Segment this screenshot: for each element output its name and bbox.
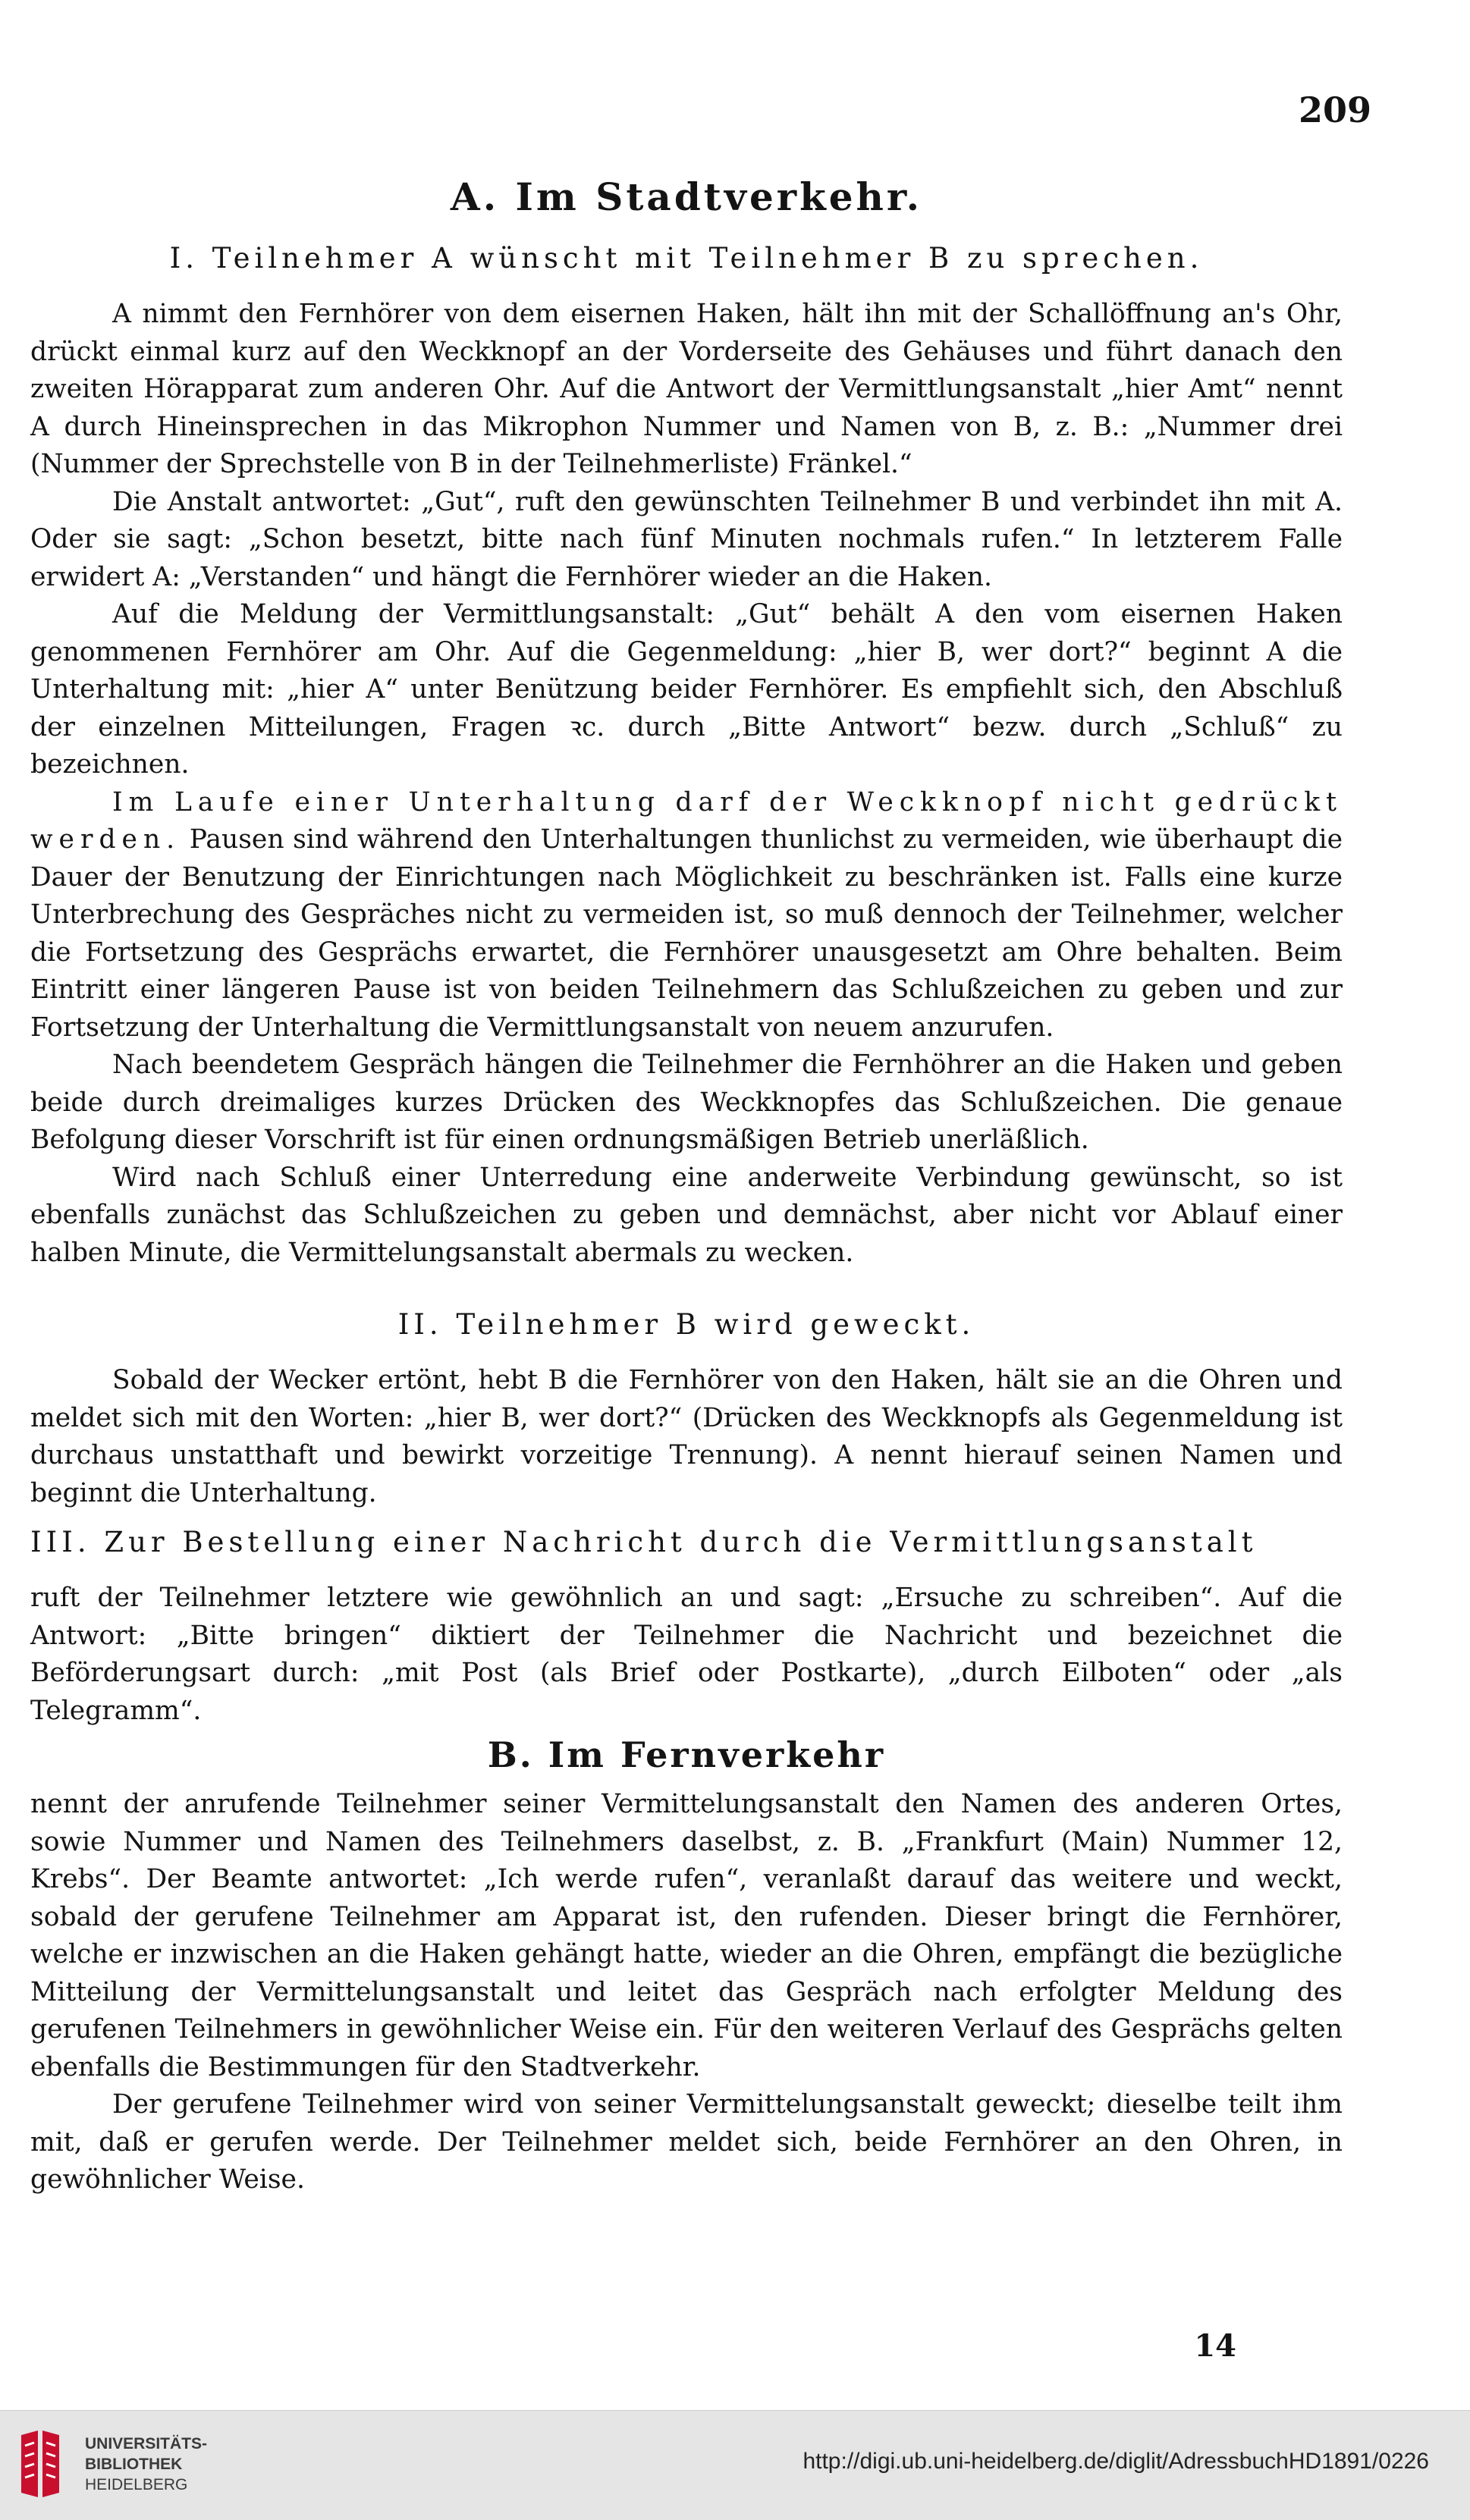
section-1-paragraph-5: Nach beendetem Gespräch hängen die Teilnehmer die Fernhöhrer an die Haken und geben beide durch dreimaliges kurzes Drücken des Weckknopfes das Schlußzeichen. Die genaue Befolgung dieser Vorschrift ist für einen ordnungsmäßigen Betrieb unerläßlich. bbox=[30, 1050, 1343, 1155]
section-3-title: III. Zur Bestellung einer Nachricht durch die Vermittlungsanstalt bbox=[30, 1526, 1258, 1558]
signature-mark: 14 bbox=[1194, 2328, 1236, 2364]
section-1-paragraph-3: Auf die Meldung der Vermittlungsanstalt: „Gut“ behält A den vom eisernen Haken genommenen Fernhörer am Ohr. Auf die Gegenmeldung: „hier B, wer dort?“ beginnt A die Unterhaltung mit: „hier A“ unter Benützung beider Fernhörer. Es empfiehlt sich, den Abschluß der einzelnen Mitteilungen, Fragen ꝛc. durch „Bitte Antwort“ bezw. durch „Schluß“ zu bezeichnen. bbox=[30, 599, 1343, 780]
section-b-paragraph-2: Der gerufene Teilnehmer wird von seiner Vermittelungsanstalt geweckt; dieselbe teilt ihm mit, daß er gerufen werde. Der Teilnehmer meldet sich, beide Fernhörer an den Ohren, in gewöhnlicher Weise. bbox=[30, 2089, 1343, 2195]
heading-fernverkehr: B. Im Fernverkehr bbox=[487, 1734, 886, 1775]
section-3-paragraph-1: ruft der Teilnehmer letztere wie gewöhnlich an und sagt: „Ersuche zu schreiben“. Auf die Antwort: „Bitte bringen“ diktiert der Teilnehmer die Nachricht und bezeichnet die Beförderungsart durch: „mit Post (als Brief oder Postkarte), „durch Eilboten“ oder „als Telegramm“. bbox=[30, 1583, 1343, 1726]
library-line-2: BIBLIOTHEK bbox=[85, 2456, 183, 2473]
section-b-paragraph-1: nennt der anrufende Teilnehmer seiner Vermittelungsanstalt den Namen des anderen Ortes, sowie Nummer und Namen des Teilnehmers daselbst, z. B. „Frankfurt (Main) Nummer 12, Krebs“. Der Beamte antwortet: „Ich werde rufen“, veranlaßt darauf das weitere und weckt, sobald der gerufene Teilnehmer am Apparat ist, den rufenden. Dieser bringt die Fernhörer, welche er inzwischen an die Haken gehängt hatte, wieder an die Ohren, empfängt die bezügliche Mitteilung der Vermittelungsanstalt und leitet das Gespräch nach erfolgter Meldung des gerufenen Teilnehmers in gewöhnlicher Weise ein. Für den weiteren Verlauf des Gesprächs gelten ebenfalls die Bestimmungen für den Stadtverkehr. bbox=[30, 1789, 1343, 2082]
section-1-paragraph-4 bbox=[30, 784, 1343, 1047]
spacer bbox=[30, 1272, 1343, 1308]
spaced-emphasis: Im Laufe einer Unterhaltung darf der Weckknopf nicht gedrückt werden. bbox=[30, 786, 1343, 855]
section-1-paragraph-1: A nimmt den Fernhörer von dem eisernen Haken, hält ihn mit der Schallöffnung an's Ohr, drückt einmal kurz auf den Weckknopf an der Vorderseite des Gehäuses und führt danach den zweiten Hörapparat zum anderen Ohr. Auf die Antwort der Vermittlungsanstalt „hier Amt“ nennt A durch Hineinsprechen in das Mikrophon Nummer und Namen von B, z. B.: „Nummer drei (Nummer der Sprechstelle von B in der Teilnehmerliste) Fränkel.“ bbox=[30, 299, 1343, 479]
section-2-title: II. Teilnehmer B wird geweckt. bbox=[397, 1308, 975, 1341]
library-name bbox=[85, 2434, 207, 2495]
section-2-paragraph-1: Sobald der Wecker ertönt, hebt B die Fernhörer von den Haken, hält sie an die Ohren und meldet sich mit den Worten: „hier B, wer dort?“ (Drücken des Weckknopfs als Gegenmeldung ist durchaus unstatthaft und bewirkt vorzeitige Trennung). A nennt hierauf seinen Namen und beginnt die Unterhaltung. bbox=[30, 1365, 1343, 1508]
library-line-3: HEIDELBERG bbox=[85, 2476, 188, 2493]
university-seal-icon bbox=[15, 2427, 65, 2500]
source-url-link[interactable]: http://digi.ub.uni-heidelberg.de/diglit/AdressbuchHD1891/0226 bbox=[803, 2449, 1429, 2474]
section-1-title: I. Teilnehmer A wünscht mit Teilnehmer B zu sprechen. bbox=[169, 242, 1204, 275]
page-number: 209 bbox=[1298, 89, 1371, 130]
section-1-paragraph-4-rest: Pausen sind während den Unterhaltungen thunlichst zu vermeiden, wie überhaupt die Dauer der Benutzung der Einrichtungen nach Möglichkeit zu beschränken ist. Falls eine kurze Unterbrechung des Gespräches nicht zu vermeiden ist, so muß dennoch der Teilnehmer, welcher die Fortsetzung des Gesprächs erwartet, die Fernhörer unausgesetzt am Ohre behalten. Beim Eintritt einer längeren Pause ist von beiden Teilnehmern das Schlußzeichen zu geben und zur Fortsetzung der Unterhaltung die Vermittlungsanstalt von neuem anzurufen. bbox=[30, 824, 1343, 1043]
page-content bbox=[30, 174, 1343, 2199]
library-line-1: UNIVERSITÄTS- bbox=[85, 2435, 208, 2453]
section-1-paragraph-6: Wird nach Schluß einer Unterredung eine anderweite Verbindung gewünscht, so ist ebenfalls zunächst das Schlußzeichen zu geben und demnächst, aber nicht vor Ablauf einer halben Minute, die Vermittelungsanstalt abermals zu wecken. bbox=[30, 1162, 1343, 1268]
section-1-paragraph-2: Die Anstalt antwortet: „Gut“, ruft den gewünschten Teilnehmer B und verbindet ihn mit A. Oder sie sagt: „Schon besetzt, bitte nach fünf Minuten nochmals rufen.“ In letzterem Falle erwidert A: „Verstanden“ und hängt die Fernhörer wieder an die Haken. bbox=[30, 486, 1343, 592]
heading-stadtverkehr: A. Im Stadtverkehr. bbox=[450, 174, 923, 219]
footer-bar bbox=[0, 2410, 1470, 2520]
